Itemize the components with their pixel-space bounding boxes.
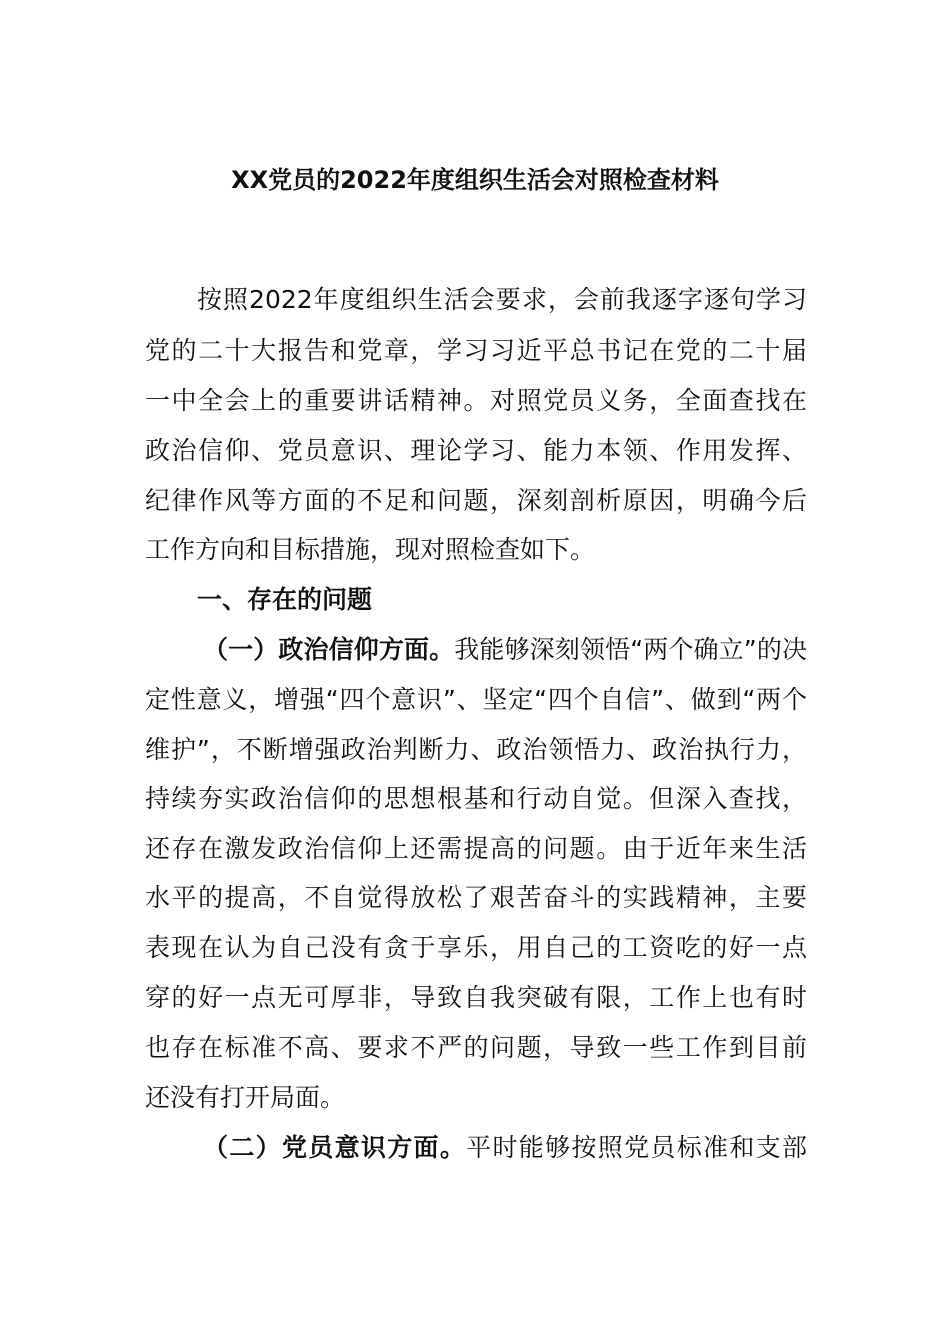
paragraph-line: 维护”，不断增强政治判断力、政治领悟力、政治执行力， <box>145 735 807 764</box>
paragraph-line: 一中全会上的重要讲话精神。对照党员义务，全面查找在 <box>145 386 807 415</box>
paragraph-line <box>203 1123 807 1173</box>
paragraph-line: 按照2022年度组织生活会要求，会前我逐字逐句学习 <box>197 285 807 314</box>
paragraph-line <box>203 625 807 675</box>
paragraph-line: 也存在标准不高、要求不严的问题，导致一些工作到目前 <box>145 1033 807 1062</box>
paragraph-line: 政治信仰、党员意识、理论学习、能力本领、作用发挥、 <box>145 436 807 465</box>
paragraph-line: 还存在激发政治信仰上还需提高的问题。由于近年来生活 <box>145 834 807 863</box>
paragraph-line: 还没有打开局面。 <box>145 1083 346 1112</box>
paragraph-line: 水平的提高，不自觉得放松了艰苦奋斗的实践精神，主要 <box>145 883 807 912</box>
paragraph-line: 穿的好一点无可厚非，导致自我突破有限，工作上也有时 <box>145 983 807 1012</box>
paragraph-line: 工作方向和目标措施，现对照检查如下。 <box>145 535 596 564</box>
paragraph-line: 持续夯实政治信仰的思想根基和行动自觉。但深入查找， <box>145 784 807 813</box>
item-text: 平时能够按照党员标准和支部 <box>466 1133 807 1162</box>
paragraph-line: 纪律作风等方面的不足和问题，深刻剖析原因，明确今后 <box>145 486 807 515</box>
document-title: XX党员的2022年度组织生活会对照检查材料 <box>231 166 719 194</box>
section-heading: 一、存在的问题 <box>197 585 373 614</box>
paragraph-line: 定性意义，增强“四个意识”、坚定“四个自信”、做到“两个 <box>145 685 807 714</box>
item-heading: （二）党员意识方面。 <box>203 1133 467 1162</box>
paragraph-line: 表现在认为自己没有贪于享乐，用自己的工资吃的好一点 <box>145 933 807 962</box>
paragraph-line: 党的二十大报告和党章，学习习近平总书记在党的二十届 <box>145 336 807 365</box>
item-heading: （一）政治信仰方面。 <box>203 635 455 664</box>
item-text: 我能够深刻领悟“两个确立”的决 <box>454 635 807 664</box>
